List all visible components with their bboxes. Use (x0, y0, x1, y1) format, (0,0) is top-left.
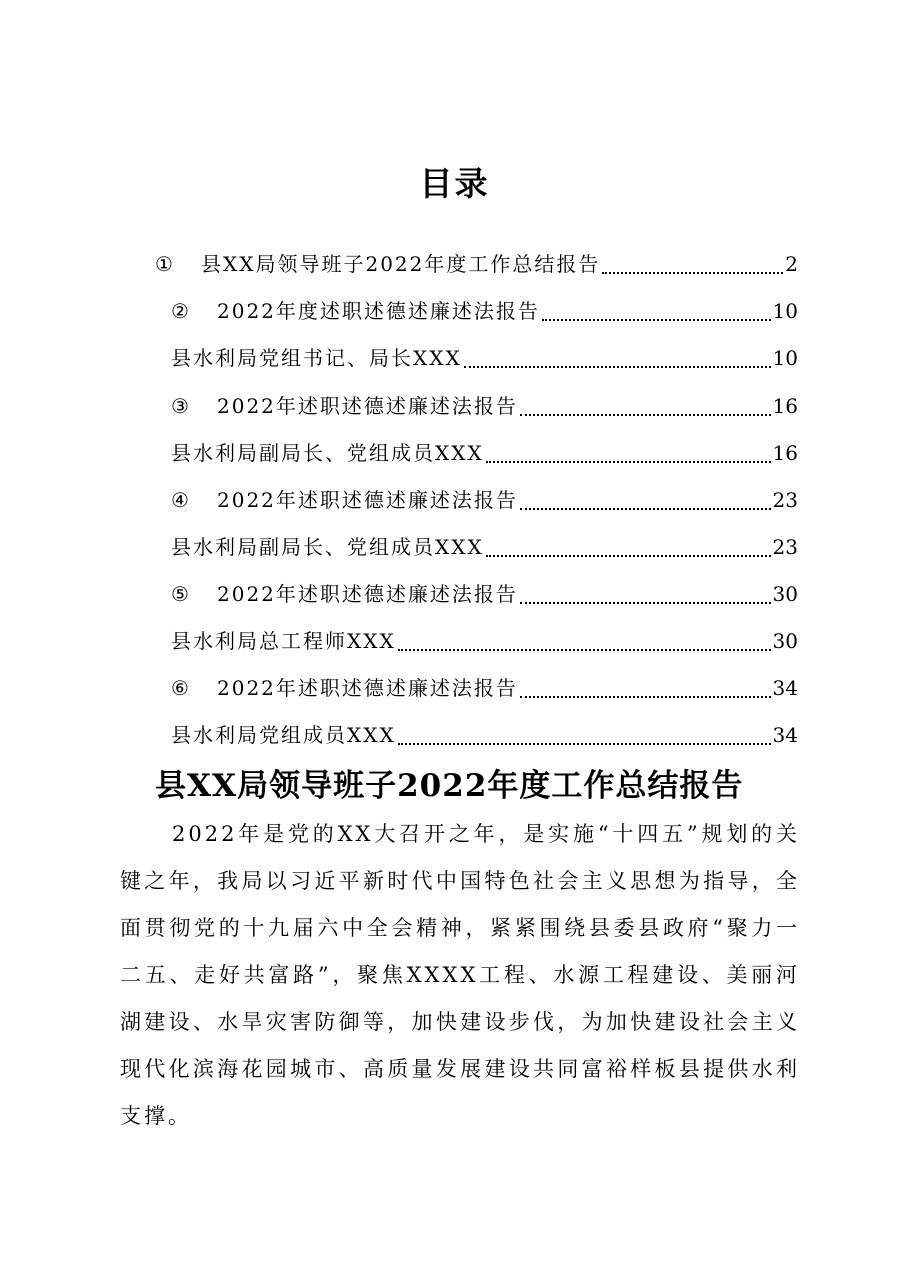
toc-leader-dots (464, 366, 771, 368)
toc-entry-page: 23 (772, 488, 798, 512)
toc-entry-text: 县水利局党组成员XXX (171, 723, 396, 747)
toc-entry-text: 2022年述职述德述廉述法报告 (217, 394, 518, 418)
toc-entry-page: 10 (772, 346, 798, 370)
toc-entry-text: 县水利局总工程师XXX (171, 629, 396, 653)
toc-entry-page: 2 (785, 252, 798, 276)
toc-entry-number: ① (155, 252, 175, 276)
toc-entry-number: ⑤ (171, 582, 191, 606)
toc-entry-text: 县水利局副局长、党组成员XXX (171, 441, 484, 465)
toc-entry-text: 县水利局副局长、党组成员XXX (171, 535, 484, 559)
toc-entry-number: ④ (171, 488, 191, 512)
toc-entry-page: 34 (772, 676, 798, 700)
toc-entry[interactable] (171, 295, 798, 325)
document-heading: 县XX局领导班子2022年度工作总结报告 (155, 768, 744, 804)
toc-entry-page: 30 (772, 582, 798, 606)
body-paragraph: 2022年是党的XX大召开之年，是实施“十四五”规划的关键之年，我局以习近平新时代中国特色社会主义思想为指导，全面贯彻党的十九届六中全会精神，紧紧围绕县委县政府“聚力一二五、走好共富路”，聚焦XXXX工程、水源工程建设、美丽河湖建设、水旱灾害防御等，加快建设步伐，为加快建设社会主义现代化滨海花园城市、高质量发展建设共同富裕样板县提供水利支撑。 (120, 822, 800, 1128)
toc-entry-text: 2022年度述职述德述廉述法报告 (217, 299, 540, 323)
toc-entry[interactable] (171, 342, 798, 372)
toc-leader-dots (602, 272, 783, 274)
toc-entry-page: 16 (772, 441, 798, 465)
toc-entry-page: 30 (772, 629, 798, 653)
toc-leader-dots (398, 649, 771, 651)
toc-entry[interactable] (171, 390, 798, 420)
toc-entry[interactable] (171, 578, 798, 608)
toc-entry-page: 23 (772, 535, 798, 559)
toc-entry-text: 县水利局党组书记、局长XXX (171, 346, 462, 370)
toc-entry-text: 2022年述职述德述廉述法报告 (217, 676, 518, 700)
toc-leader-dots (520, 602, 771, 604)
toc-entry-text: 2022年述职述德述廉述法报告 (217, 488, 518, 512)
toc-entry[interactable] (171, 672, 798, 702)
toc-entry-page: 34 (772, 723, 798, 747)
toc-entry-page: 16 (772, 394, 798, 418)
toc-entry[interactable] (171, 625, 798, 655)
toc-entry-text: 县XX局领导班子2022年度工作总结报告 (201, 252, 601, 276)
toc-entry[interactable] (171, 437, 798, 467)
toc-leader-dots (520, 508, 771, 510)
toc-entry[interactable] (171, 531, 798, 561)
toc-entry-page: 10 (772, 299, 798, 323)
toc-entry[interactable] (171, 484, 798, 514)
toc-title: 目录 (419, 164, 490, 203)
toc-entry[interactable] (171, 719, 798, 749)
toc-leader-dots (398, 743, 771, 745)
toc-entry-number: ⑥ (171, 676, 191, 700)
toc-leader-dots (542, 319, 771, 321)
toc-leader-dots (486, 461, 771, 463)
toc-entry[interactable] (155, 248, 798, 278)
toc-leader-dots (520, 414, 771, 416)
toc-leader-dots (486, 555, 771, 557)
toc-leader-dots (520, 696, 771, 698)
toc-entry-number: ② (171, 299, 191, 323)
toc-entry-text: 2022年述职述德述廉述法报告 (217, 582, 518, 606)
toc-entry-number: ③ (171, 394, 191, 418)
